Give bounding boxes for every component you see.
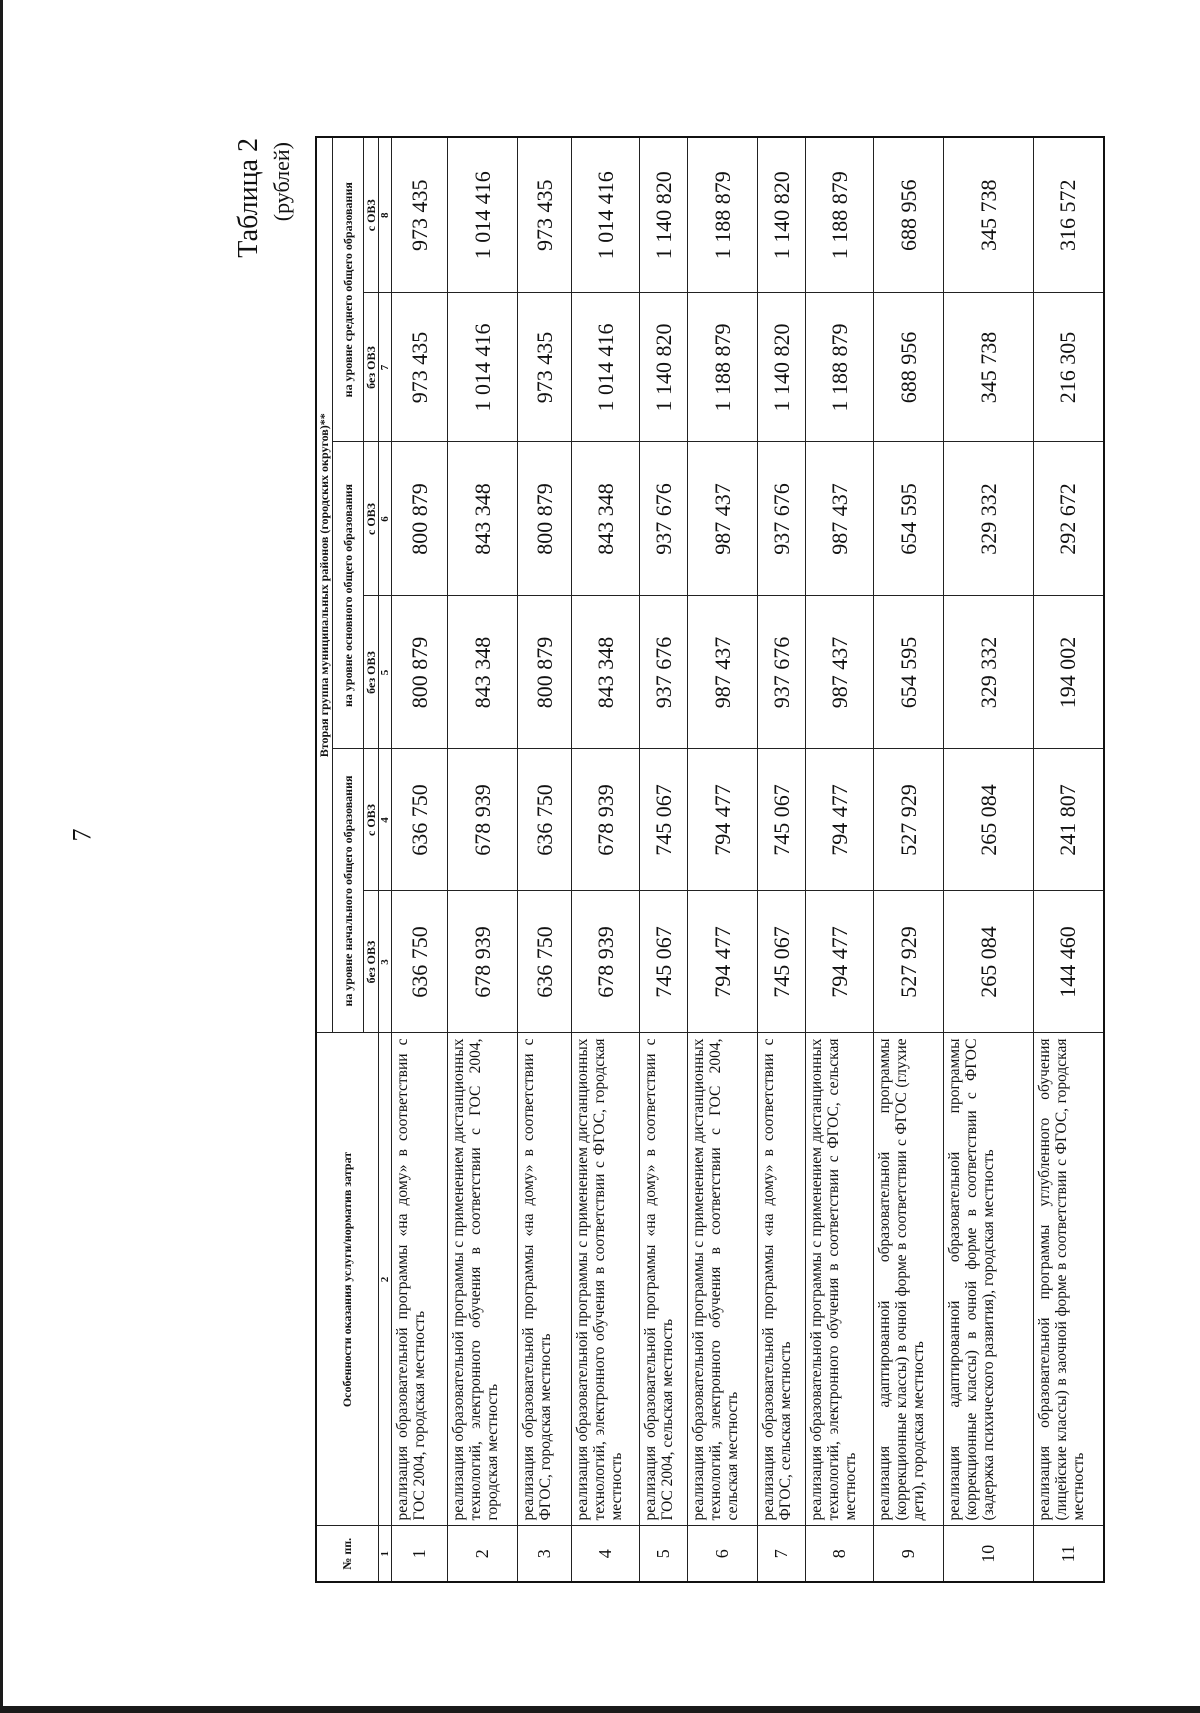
column-number: 3 [379,891,392,1033]
value-cell: 688 956 [874,137,944,293]
column-number: 2 [379,1033,392,1526]
value-cell: 973 435 [392,137,448,293]
value-cell: 636 750 [392,749,448,891]
table-row [1034,137,1104,1582]
value-cell: 654 595 [874,596,944,749]
value-cell: 194 002 [1034,596,1104,749]
value-cell: 937 676 [640,442,688,596]
value-cell: 1 140 820 [758,293,806,442]
value-cell: 987 437 [688,596,758,749]
value-cell: 1 188 879 [806,137,874,293]
row-description: реализация образовательной программы «на дому» в соответствии с ФГОС, городская местность [518,1033,572,1526]
header-level-primary: на уровне начального общего образования [333,749,364,1033]
value-cell: 937 676 [758,596,806,749]
header-level-secondary: на уровне среднего общего образования [333,137,364,442]
value-cell: 745 067 [758,749,806,891]
value-cell: 1 188 879 [806,293,874,442]
value-cell: 1 014 416 [448,137,518,293]
row-number: 9 [874,1526,944,1582]
value-cell: 1 188 879 [688,137,758,293]
table-row [448,137,518,1582]
value-cell: 329 332 [944,442,1034,596]
value-cell: 800 879 [518,596,572,749]
row-description: реализация адаптированной образовательной программы (коррекционные классы) в очной форме в соответствии с ФГОС (глухие дети), городская местность [874,1033,944,1526]
column-number: 5 [379,596,392,749]
value-cell: 345 738 [944,137,1034,293]
value-cell: 678 939 [572,749,640,891]
table-row [874,137,944,1582]
column-number: 6 [379,442,392,596]
table-row [640,137,688,1582]
value-cell: 843 348 [572,442,640,596]
row-description: реализация образовательной программы с применением дистанционных технологий, электронного обучения в соответствии с ГОС 2004, сельская местность [688,1033,758,1526]
table-row [806,137,874,1582]
table-caption [233,138,315,1583]
scan-edge-left [0,0,3,1713]
value-cell: 987 437 [688,442,758,596]
table-row [944,137,1034,1582]
row-description: реализация адаптированной образовательной программы (коррекционные классы) в очной форме в соответствии с ФГОС (задержка психического развития), городская местность [944,1033,1034,1526]
header-without-ovz: без ОВЗ [364,596,379,749]
value-cell: 216 305 [1034,293,1104,442]
value-cell: 1 014 416 [448,293,518,442]
value-cell: 937 676 [758,442,806,596]
value-cell: 265 084 [944,891,1034,1033]
value-cell: 843 348 [448,596,518,749]
value-cell: 636 750 [518,749,572,891]
row-number: 11 [1034,1526,1104,1582]
row-number: 8 [806,1526,874,1582]
table-title: Таблица 2 [233,138,264,258]
header-num: № пп. [316,1526,379,1582]
column-number: 7 [379,293,392,442]
value-cell: 987 437 [806,442,874,596]
row-number: 10 [944,1526,1034,1582]
value-cell: 843 348 [572,596,640,749]
value-cell: 973 435 [518,137,572,293]
value-cell: 527 929 [874,749,944,891]
value-cell: 636 750 [392,891,448,1033]
header-with-ovz: с ОВЗ [364,749,379,891]
header-without-ovz: без ОВЗ [364,891,379,1033]
value-cell: 678 939 [448,891,518,1033]
value-cell: 794 477 [688,891,758,1033]
column-number-row [379,137,392,1582]
value-cell: 1 014 416 [572,137,640,293]
table-units: (рублей) [269,142,294,222]
table-row [758,137,806,1582]
column-number: 4 [379,749,392,891]
rotated-table-sheet [233,138,1200,1583]
value-cell: 800 879 [518,442,572,596]
column-number: 1 [379,1526,392,1582]
value-cell: 1 140 820 [640,293,688,442]
value-cell: 745 067 [640,891,688,1033]
value-cell: 678 939 [448,749,518,891]
value-cell: 1 014 416 [572,293,640,442]
value-cell: 241 807 [1034,749,1104,891]
header-with-ovz: с ОВЗ [364,442,379,596]
value-cell: 345 738 [944,293,1034,442]
table-row [572,137,640,1582]
value-cell: 745 067 [758,891,806,1033]
value-cell: 794 477 [806,749,874,891]
row-description: реализация образовательной программы углубленного обучения (лицейские классы) в заочной форме в соответствии с ФГОС, городская местность [1034,1033,1104,1526]
header-group: Вторая группа муниципальных районов (городских округов)** [316,137,333,1033]
value-cell: 1 140 820 [758,137,806,293]
value-cell: 1 188 879 [688,293,758,442]
value-cell: 636 750 [518,891,572,1033]
row-number: 5 [640,1526,688,1582]
value-cell: 937 676 [640,596,688,749]
value-cell: 987 437 [806,596,874,749]
row-number: 2 [448,1526,518,1582]
value-cell: 688 956 [874,293,944,442]
row-description: реализация образовательной программы «на дому» в соответствии с ФГОС, сельская местность [758,1033,806,1526]
row-description: реализация образовательной программы «на дому» в соответствии с ГОС 2004, сельская местность [640,1033,688,1526]
value-cell: 678 939 [572,891,640,1033]
value-cell: 1 140 820 [640,137,688,293]
row-number: 3 [518,1526,572,1582]
row-number: 6 [688,1526,758,1582]
value-cell: 144 460 [1034,891,1104,1033]
value-cell: 973 435 [518,293,572,442]
row-description: реализация образовательной программы с применением дистанционных технологий, электронного обучения в соответствии с ГОС 2004, городская местность [448,1033,518,1526]
value-cell: 745 067 [640,749,688,891]
table-row [392,137,448,1582]
column-number: 8 [379,137,392,293]
row-description: реализация образовательной программы с применением дистанционных технологий, электронного обучения в соответствии с ФГОС, городская местность [572,1033,640,1526]
value-cell: 292 672 [1034,442,1104,596]
value-cell: 794 477 [806,891,874,1033]
scan-edge-bottom [0,1706,1200,1713]
row-description: реализация образовательной программы «на дому» в соответствии с ГОС 2004, городская местность [392,1033,448,1526]
value-cell: 265 084 [944,749,1034,891]
row-number: 1 [392,1526,448,1582]
row-number: 7 [758,1526,806,1582]
header-with-ovz: с ОВЗ [364,137,379,293]
page-number: 7 [67,828,97,842]
value-cell: 654 595 [874,442,944,596]
value-cell: 800 879 [392,596,448,749]
value-cell: 843 348 [448,442,518,596]
value-cell: 316 572 [1034,137,1104,293]
header-feature: Особенности оказания услуги/норматив затрат [316,1033,379,1526]
value-cell: 527 929 [874,891,944,1033]
row-number: 4 [572,1526,640,1582]
header-level-basic: на уровне основного общего образования [333,442,364,749]
cost-norms-table [315,136,1105,1583]
header-without-ovz: без ОВЗ [364,293,379,442]
value-cell: 973 435 [392,293,448,442]
value-cell: 794 477 [688,749,758,891]
table-row [688,137,758,1582]
value-cell: 329 332 [944,596,1034,749]
row-description: реализация образовательной программы с применением дистанционных технологий, электронного обучения в соответствии с ФГОС, сельская местность [806,1033,874,1526]
table-row [518,137,572,1582]
value-cell: 800 879 [392,442,448,596]
